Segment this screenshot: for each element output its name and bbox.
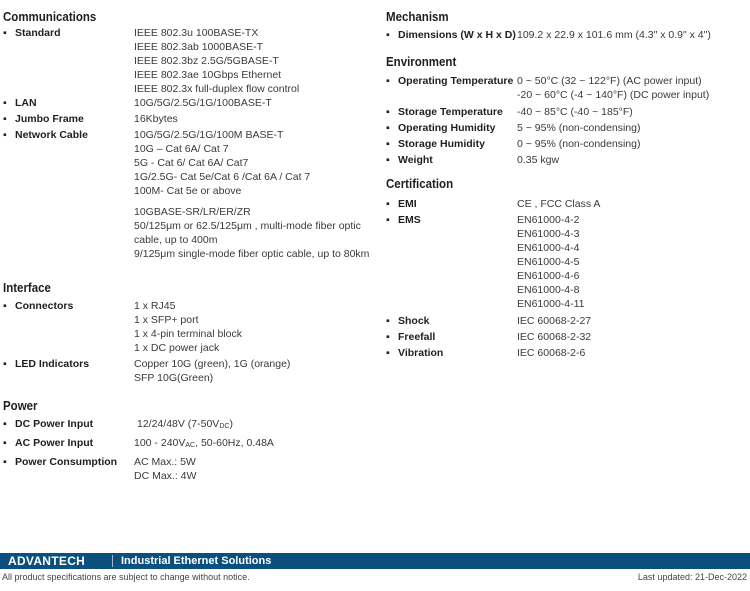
value-line: EN61000-4-3 <box>517 228 580 240</box>
mechanism-title: Mechanism <box>386 10 449 24</box>
bullet-icon: ▪ <box>386 198 390 210</box>
value-line: EN61000-4-6 <box>517 270 580 282</box>
spec-lan <box>3 96 373 110</box>
right-column <box>386 8 748 360</box>
certification-title: Certification <box>386 177 454 191</box>
value-line: 0 ~ 50°C (32 ~ 122°F) (AC power input) <box>517 75 702 87</box>
value-line: SFP 10G(Green) <box>134 372 214 384</box>
value-line: 9/125μm single-mode fiber optic cable, up to 80km <box>134 248 370 260</box>
bullet-icon: ▪ <box>386 106 390 118</box>
spec-label: Freefall <box>398 331 436 343</box>
spec-label: Operating Temperature <box>398 75 514 87</box>
left-column <box>3 8 373 483</box>
bullet-icon: ▪ <box>3 418 7 430</box>
value-part: 100 - 240V <box>134 437 186 449</box>
value-line: IEEE 802.3ab 1000BASE-T <box>134 41 263 53</box>
value-line: 1 x 4-pin terminal block <box>134 328 242 340</box>
value-line: IEEE 802.3u 100BASE-TX <box>134 27 259 39</box>
spec-label: LED Indicators <box>15 358 90 370</box>
bullet-icon: ▪ <box>3 456 7 468</box>
value-line: IEEE 802.3bz 2.5G/5GBASE-T <box>134 55 279 67</box>
spec-label: Storage Humidity <box>398 138 485 150</box>
bullet-icon: ▪ <box>3 437 7 449</box>
spec-label: Operating Humidity <box>398 122 496 134</box>
footer-disclaimer: All product specifications are subject to change without notice. <box>2 572 250 582</box>
environment-title: Environment <box>386 55 457 69</box>
value-line: 10G/5G/2.5G/1G/100M BASE-T <box>134 129 284 141</box>
spec-label: DC Power Input <box>15 418 94 430</box>
value-subscript: AC <box>185 442 196 449</box>
spec-value <box>134 128 373 261</box>
spec-value: 5 ~ 95% (non-condensing) <box>517 122 641 134</box>
spec-value: IEC 60068-2-6 <box>517 347 586 359</box>
value-part: , 50-60Hz, 0.48A <box>195 437 274 449</box>
spec-value <box>134 299 373 355</box>
spec-label: Dimensions (W x H x D) <box>398 29 516 41</box>
spec-label: Weight <box>398 154 433 166</box>
spec-label: Standard <box>15 27 61 39</box>
spec-value <box>517 74 748 102</box>
value-line: 10GBASE-SR/LR/ER/ZR <box>134 206 251 218</box>
value-line: 1 x RJ45 <box>134 300 176 312</box>
value-line: AC Max.: 5W <box>134 456 196 468</box>
value-line: 5G - Cat 6/ Cat 6A/ Cat7 <box>134 157 249 169</box>
value-part: 12/24/48V (7-50V <box>137 418 220 430</box>
section-gap <box>3 385 373 397</box>
spec-dimensions <box>386 28 748 42</box>
spec-value: 0 ~ 95% (non-condensing) <box>517 138 641 150</box>
section-gap <box>3 261 373 279</box>
value-line: -20 ~ 60°C (-4 ~ 140°F) (DC power input) <box>517 89 710 101</box>
value-line: IEEE 802.3x full-duplex flow control <box>134 83 300 95</box>
section-gap <box>386 42 748 53</box>
value-line: IEEE 802.3ae 10Gbps Ethernet <box>134 69 282 81</box>
spec-vibration <box>386 346 748 360</box>
spec-storage-temperature <box>386 105 748 119</box>
bullet-icon: ▪ <box>386 315 390 327</box>
spec-value: 10G/5G/2.5G/1G/100BASE-T <box>134 97 272 109</box>
spec-value: IEC 60068-2-32 <box>517 331 592 343</box>
spec-value <box>517 213 748 311</box>
spec-ems <box>386 213 748 311</box>
spec-value <box>134 26 373 96</box>
value-line: 50/125μm or 62.5/125μm , multi-mode fiber optic <box>134 220 361 232</box>
spec-value: IEC 60068-2-27 <box>517 315 592 327</box>
bullet-icon: ▪ <box>3 129 7 141</box>
footer-bar <box>0 553 750 569</box>
value-line: 1 x SFP+ port <box>134 314 199 326</box>
bullet-icon: ▪ <box>386 154 390 166</box>
spec-freefall <box>386 330 748 344</box>
spec-connectors <box>3 299 373 355</box>
spec-operating-humidity <box>386 121 748 135</box>
value-line: cable, up to 400m <box>134 234 218 246</box>
spec-led-indicators <box>3 357 373 385</box>
bullet-icon: ▪ <box>386 214 390 226</box>
communications-title: Communications <box>3 10 97 24</box>
spec-operating-temperature <box>386 74 748 102</box>
spec-label: Shock <box>398 315 430 327</box>
spec-label: LAN <box>15 97 37 109</box>
interface-title: Interface <box>3 281 51 295</box>
spec-power-consumption <box>3 455 373 483</box>
spec-value: CE , FCC Class A <box>517 198 601 210</box>
value-line: EN61000-4-2 <box>517 214 580 226</box>
bullet-icon: ▪ <box>386 29 390 41</box>
spec-storage-humidity <box>386 137 748 151</box>
value-line: 1G/2.5G- Cat 5e/Cat 6 /Cat 6A / Cat 7 <box>134 171 311 183</box>
spec-label: Storage Temperature <box>398 106 503 118</box>
spec-value <box>134 357 373 385</box>
spec-label: Jumbo Frame <box>15 113 84 125</box>
value-line: EN61000-4-11 <box>517 298 585 310</box>
value-line: EN61000-4-8 <box>517 284 580 296</box>
bullet-icon: ▪ <box>386 331 390 343</box>
spec-label: EMI <box>398 198 417 210</box>
bullet-icon: ▪ <box>3 300 7 312</box>
spec-value <box>134 417 373 434</box>
value-part: ) <box>229 418 233 430</box>
value-line: DC Max.: 4W <box>134 470 197 482</box>
bullet-icon: ▪ <box>3 113 7 125</box>
spec-label: Connectors <box>15 300 74 312</box>
bullet-icon: ▪ <box>3 358 7 370</box>
value-subscript: DC <box>219 423 230 430</box>
bullet-icon: ▪ <box>3 27 7 39</box>
spec-label: AC Power Input <box>15 437 94 449</box>
spec-weight <box>386 153 748 167</box>
bullet-icon: ▪ <box>386 347 390 359</box>
spec-value <box>134 455 373 483</box>
spec-label: Power Consumption <box>15 456 118 468</box>
bullet-icon: ▪ <box>3 97 7 109</box>
spec-value <box>134 436 373 453</box>
advantech-logo: ADVANTECH <box>8 554 86 568</box>
value-line: Copper 10G (green), 1G (orange) <box>134 358 291 370</box>
spec-jumbo-frame <box>3 112 373 126</box>
bullet-icon: ▪ <box>386 122 390 134</box>
section-gap <box>386 167 748 175</box>
footer-section-title: Industrial Ethernet Solutions <box>121 555 272 567</box>
spec-value: 16Kbytes <box>134 113 178 125</box>
spec-label: EMS <box>398 214 421 226</box>
spec-value: 109.2 x 22.9 x 101.6 mm (4.3" x 0.9" x 4") <box>517 29 711 41</box>
value-line: 100M- Cat 5e or above <box>134 185 242 197</box>
spec-label: Network Cable <box>15 129 88 141</box>
bullet-icon: ▪ <box>386 138 390 150</box>
value-line: EN61000-4-4 <box>517 242 580 254</box>
spec-label: Vibration <box>398 347 444 359</box>
value-line: 10G – Cat 6A/ Cat 7 <box>134 143 229 155</box>
spec-value: 0.35 kgw <box>517 154 560 166</box>
spacer <box>134 198 373 205</box>
spec-value: -40 ~ 85°C (-40 ~ 185°F) <box>517 106 633 118</box>
spec-standard <box>3 26 373 96</box>
spec-network-cable <box>3 128 373 261</box>
value-line: EN61000-4-5 <box>517 256 580 268</box>
bullet-icon: ▪ <box>386 75 390 87</box>
power-title: Power <box>3 399 38 413</box>
spec-shock <box>386 314 748 328</box>
footer-last-updated: Last updated: 21-Dec-2022 <box>637 572 747 582</box>
spec-dc-power-input <box>3 417 373 434</box>
footer-divider <box>112 555 113 567</box>
value-line: 1 x DC power jack <box>134 342 220 354</box>
spec-emi <box>386 197 748 211</box>
spec-ac-power-input <box>3 436 373 453</box>
